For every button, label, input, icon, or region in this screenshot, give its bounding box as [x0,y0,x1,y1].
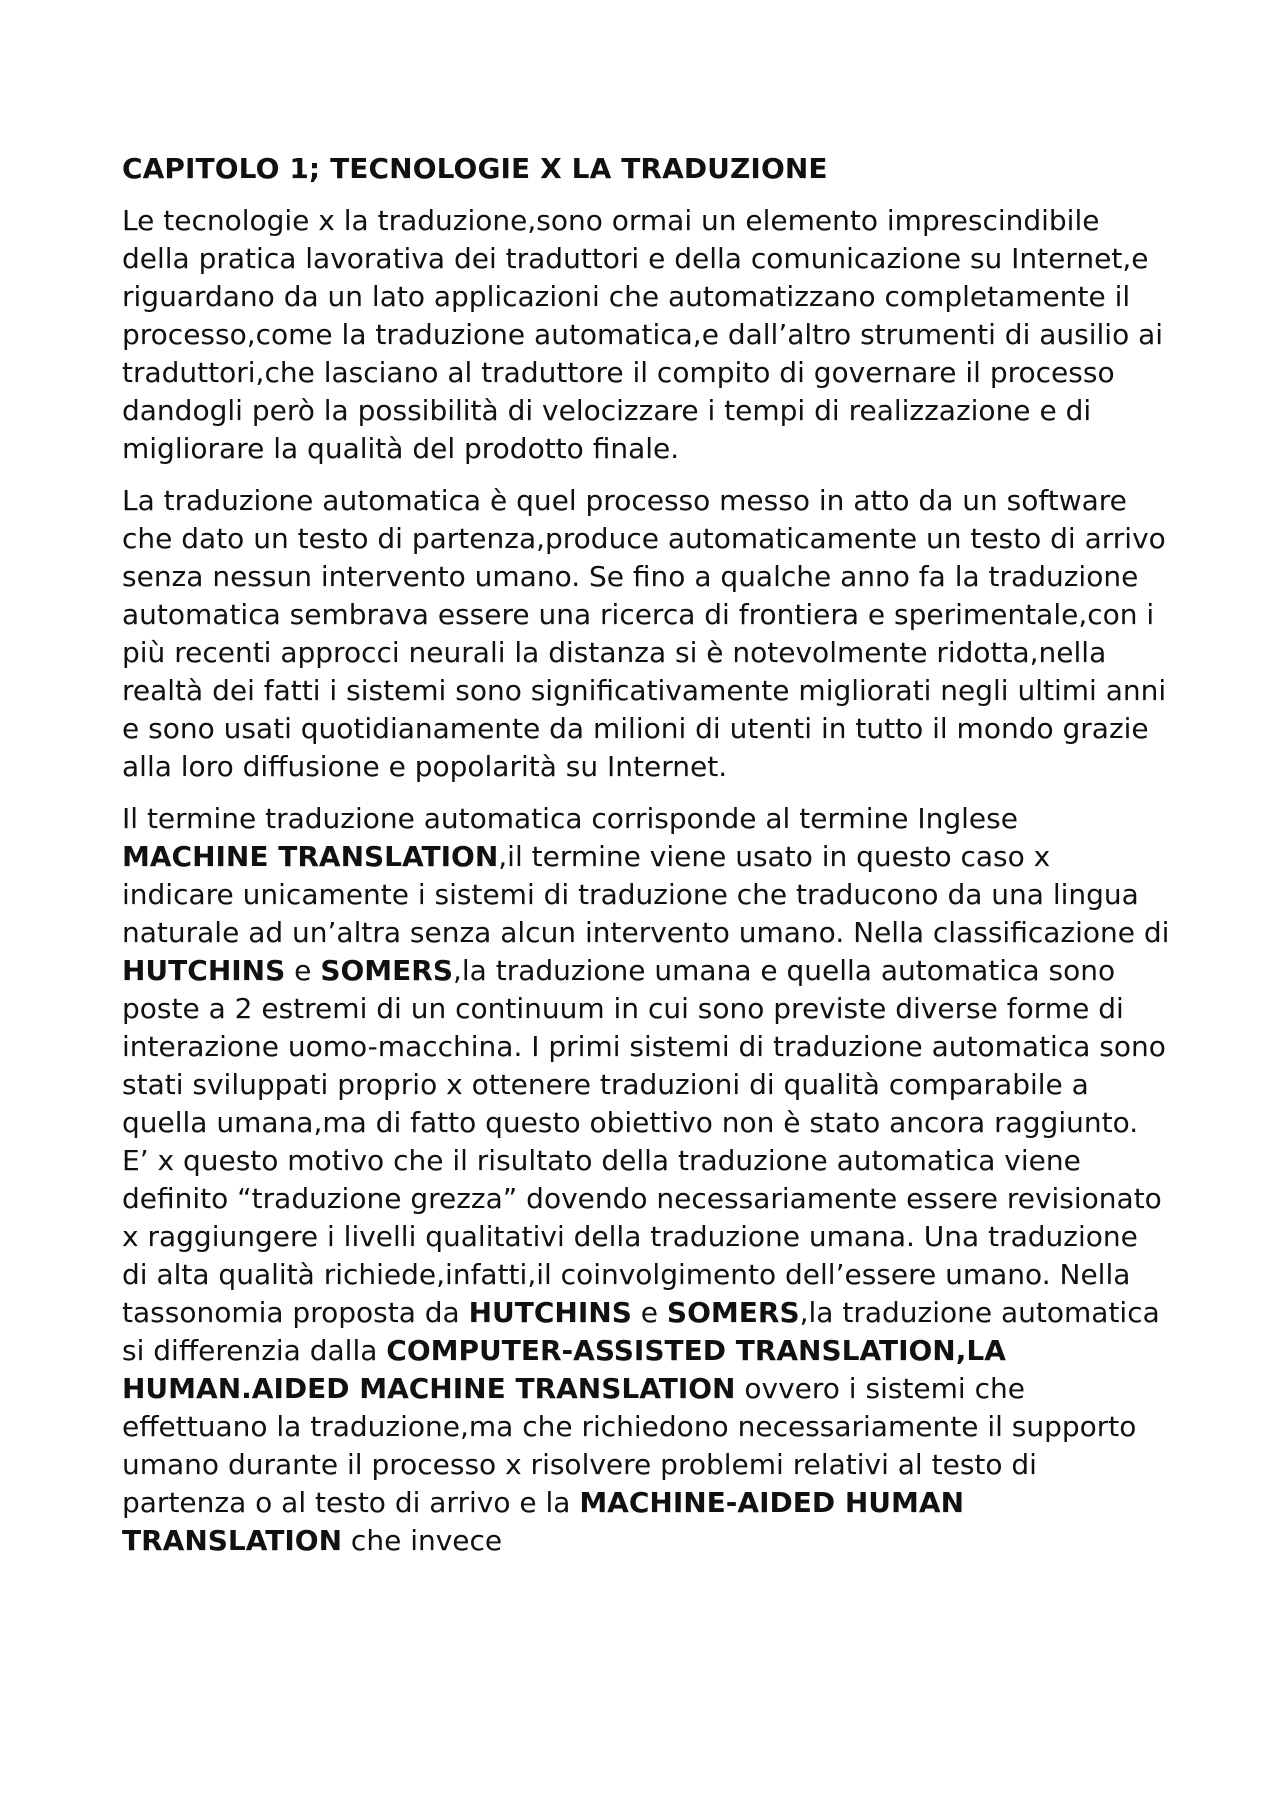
paragraph-3-text: ,la traduzione umana e quella automatica sono poste a 2 estremi di un continuum in cui sono previste diverse forme di interazione uomo-macchina. I primi sistemi di traduzione automatica sono stati sviluppati proprio x ottenere traduzioni di qualità comparabile a quella umana,ma di fatto questo obiettivo non è stato ancora raggiunto. E’ x questo motivo che il risultato della traduzione automatica viene definito “traduzione grezza” dovendo necessariamente essere revisionato x raggiungere i livelli qualitativi della traduzione umana. Una traduzione di alta qualità richiede,infatti,il coinvolgimento dell’essere umano. Nella tassonomia proposta da [122,954,1166,1329]
paragraph-3-text: ,il termine viene usato in questo caso x indicare unicamente i sistemi di traduzione che traducono da una lingua naturale ad un’altra senza alcun intervento umano. Nella classificazione di [122,840,1170,949]
paragraph-2-text: La traduzione automatica è quel processo messo in atto da un software che dato un testo di partenza,produce automaticamente un testo di arrivo senza nessun intervento umano. Se fino a qualche anno fa la traduzione automatica sembrava essere una ricerca di frontiera e sperimentale,con i più recenti approcci neurali la distanza si è notevolmente ridotta,nella realtà dei fatti i sistemi sono significativamente migliorati negli ultimi anni e sono usati quotidianamente da milioni di utenti in tutto il mondo grazie alla loro diffusione e popolarità su Internet. [122,484,1167,783]
paragraph-1-text: Le tecnologie x la traduzione,sono ormai un elemento imprescindibile della pratica lavorativa dei traduttori e della comunicazione su Internet,e riguardano da un lato applicazioni che automatizzano completamente il processo,come la traduzione automatica,e dall’altro strumenti di ausilio ai traduttori,che lasciano al traduttore il compito di governare il processo dandogli però la possibilità di velocizzare i tempi di realizzazione e di migliorare la qualità del prodotto finale. [122,204,1164,465]
paragraph-3-text: ,la traduzione automatica si differenzia dalla [122,1296,1160,1367]
term-machine-aided-human-translation: MACHINE-AIDED HUMAN TRANSLATION [122,1486,965,1557]
document-body [122,150,1170,1574]
paragraph-3 [122,800,1170,1560]
author-hutchins: HUTCHINS [122,954,286,987]
author-somers: SOMERS [666,1296,800,1329]
paragraph-3-text: ovvero i sistemi che effettuano la traduzione,ma che richiedono necessariamente il supporto umano durante il processo x risolvere problemi relativi al testo di partenza o al testo di arrivo e la [122,1372,1137,1519]
term-computer-assisted-translation: COMPUTER-ASSISTED TRANSLATION,LA HUMAN.AIDED MACHINE TRANSLATION [122,1334,1006,1405]
paragraph-3-text: Il termine traduzione automatica corrisponde al termine Inglese [122,802,1018,835]
author-hutchins: HUTCHINS [468,1296,632,1329]
chapter-title: CAPITOLO 1; TECNOLOGIE X LA TRADUZIONE [122,152,828,185]
term-machine-translation: MACHINE TRANSLATION [122,840,499,873]
author-somers: SOMERS [320,954,453,987]
paragraph-3-text: che invece [342,1524,503,1557]
paragraph-1 [122,202,1170,468]
paragraph-3-text: e [631,1296,667,1329]
paragraph-3-text: e [285,954,321,987]
paragraph-2 [122,482,1170,786]
